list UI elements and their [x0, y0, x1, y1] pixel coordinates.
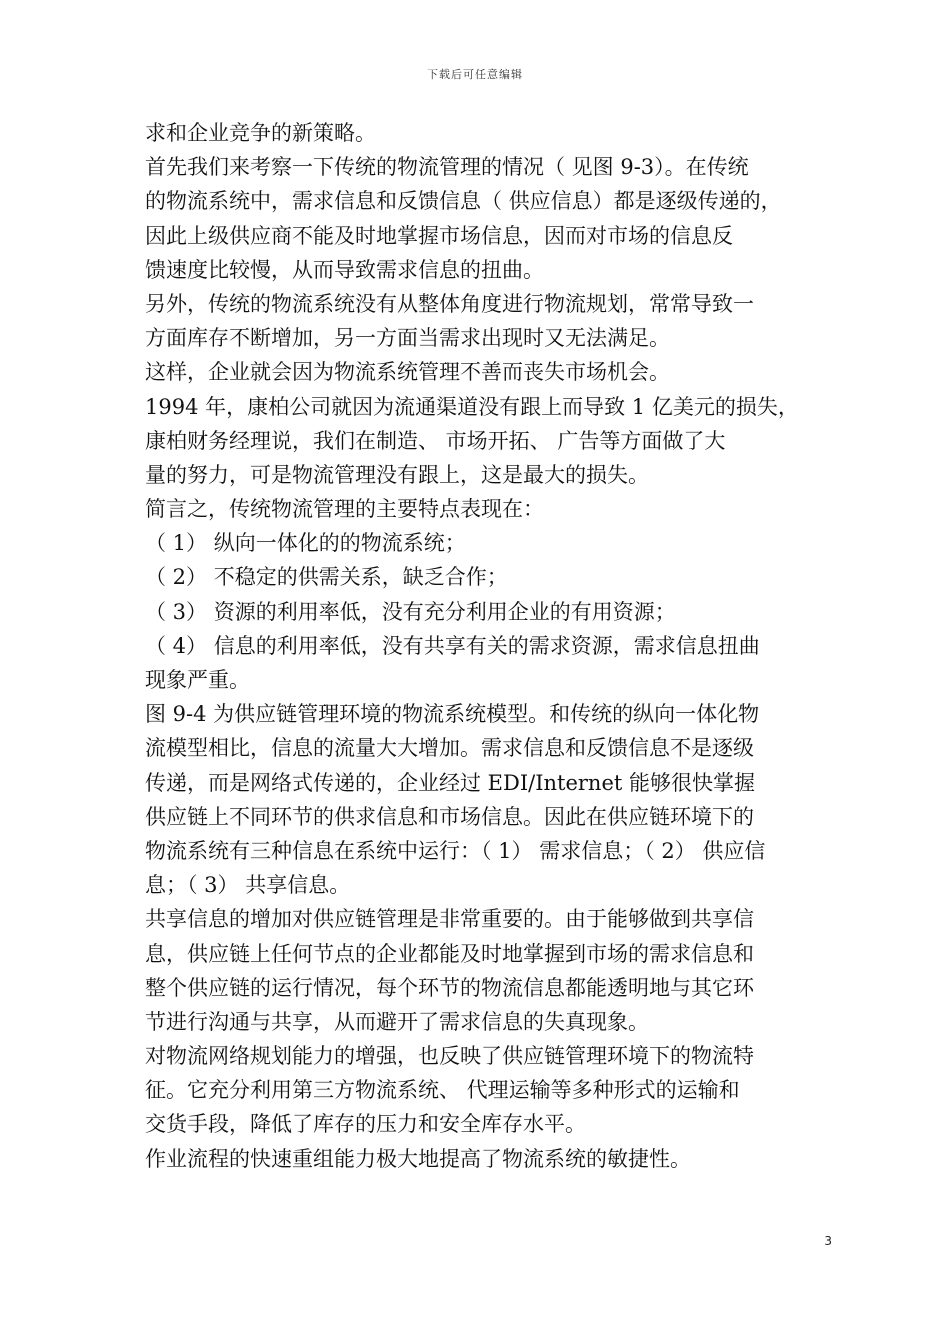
- text-line: 简言之，传统物流管理的主要特点表现在：: [145, 497, 544, 522]
- text-line: 因此上级供应商不能及时地掌握市场信息，因而对市场的信息反: [145, 223, 733, 248]
- text-line: 1994 年，康柏公司就因为流通渠道没有跟上而导致 1 亿美元的损失，: [145, 394, 799, 419]
- text-line: 馈速度比较慢，从而导致需求信息的扭曲。: [145, 257, 544, 282]
- text-line: 对物流网络规划能力的增强，也反映了供应链管理环境下的物流特: [145, 1044, 754, 1069]
- text-line: 方面库存不断增加，另一方面当需求出现时又无法满足。: [145, 326, 670, 351]
- text-line: 求和企业竞争的新策略。: [145, 121, 376, 145]
- page-header: 下载后可任意编辑: [427, 68, 523, 81]
- text-line: 现象严重。: [145, 668, 250, 692]
- text-line: 作业流程的快速重组能力极大地提高了物流系统的敏捷性。: [145, 1146, 691, 1171]
- text-line: 首先我们来考察一下传统的物流管理的情况（ 见图 9-3）。在传统: [145, 155, 749, 180]
- text-line: 流模型相比，信息的流量大大增加。需求信息和反馈信息不是逐级: [145, 736, 754, 761]
- list-item: （ 2） 不稳定的供需关系，缺乏合作；: [145, 565, 508, 590]
- text-line: 图 9-4 为供应链管理环境的物流系统模型。和传统的纵向一体化物: [145, 702, 760, 727]
- text-line: 这样，企业就会因为物流系统管理不善而丧失市场机会。: [145, 360, 670, 385]
- document-body: [145, 116, 825, 1176]
- text-line: 量的努力，可是物流管理没有跟上，这是最大的损失。: [145, 462, 649, 487]
- text-line: 物流系统有三种信息在系统中运行：（ 1） 需求信息；（ 2） 供应信: [145, 838, 766, 863]
- text-line: 交货手段，降低了库存的压力和安全库存水平。: [145, 1112, 586, 1137]
- list-item: （ 3） 资源的利用率低，没有充分利用企业的有用资源；: [145, 599, 676, 624]
- text-line: 共享信息的增加对供应链管理是非常重要的。由于能够做到共享信: [145, 907, 754, 932]
- text-line: 息，供应链上任何节点的企业都能及时地掌握到市场的需求信息和: [145, 941, 754, 966]
- text-line: 传递，而是网络式传递的，企业经过 EDI/Internet 能够很快掌握: [145, 770, 756, 795]
- text-line: 节进行沟通与共享，从而避开了需求信息的失真现象。: [145, 1009, 649, 1034]
- text-line: 另外，传统的物流系统没有从整体角度进行物流规划，常常导致一: [145, 291, 754, 316]
- text-line: 的物流系统中，需求信息和反馈信息（ 供应信息）都是逐级传递的，: [145, 189, 782, 214]
- text-line: 康柏财务经理说，我们在制造、 市场开拓、 广告等方面做了大: [145, 428, 726, 453]
- text-line: 供应链上不同环节的供求信息和市场信息。因此在供应链环境下的: [145, 804, 754, 829]
- page-number: 3: [824, 1234, 832, 1248]
- text-line: 息；（ 3） 共享信息。: [145, 873, 351, 898]
- text-line: 征。它充分利用第三方物流系统、 代理运输等多种形式的运输和: [145, 1078, 740, 1103]
- text-line: 整个供应链的运行情况，每个环节的物流信息都能透明地与其它环: [145, 975, 754, 1000]
- list-item: （ 1） 纵向一体化的的物流系统；: [145, 531, 466, 556]
- list-item: （ 4） 信息的利用率低，没有共享有关的需求资源，需求信息扭曲: [145, 633, 760, 658]
